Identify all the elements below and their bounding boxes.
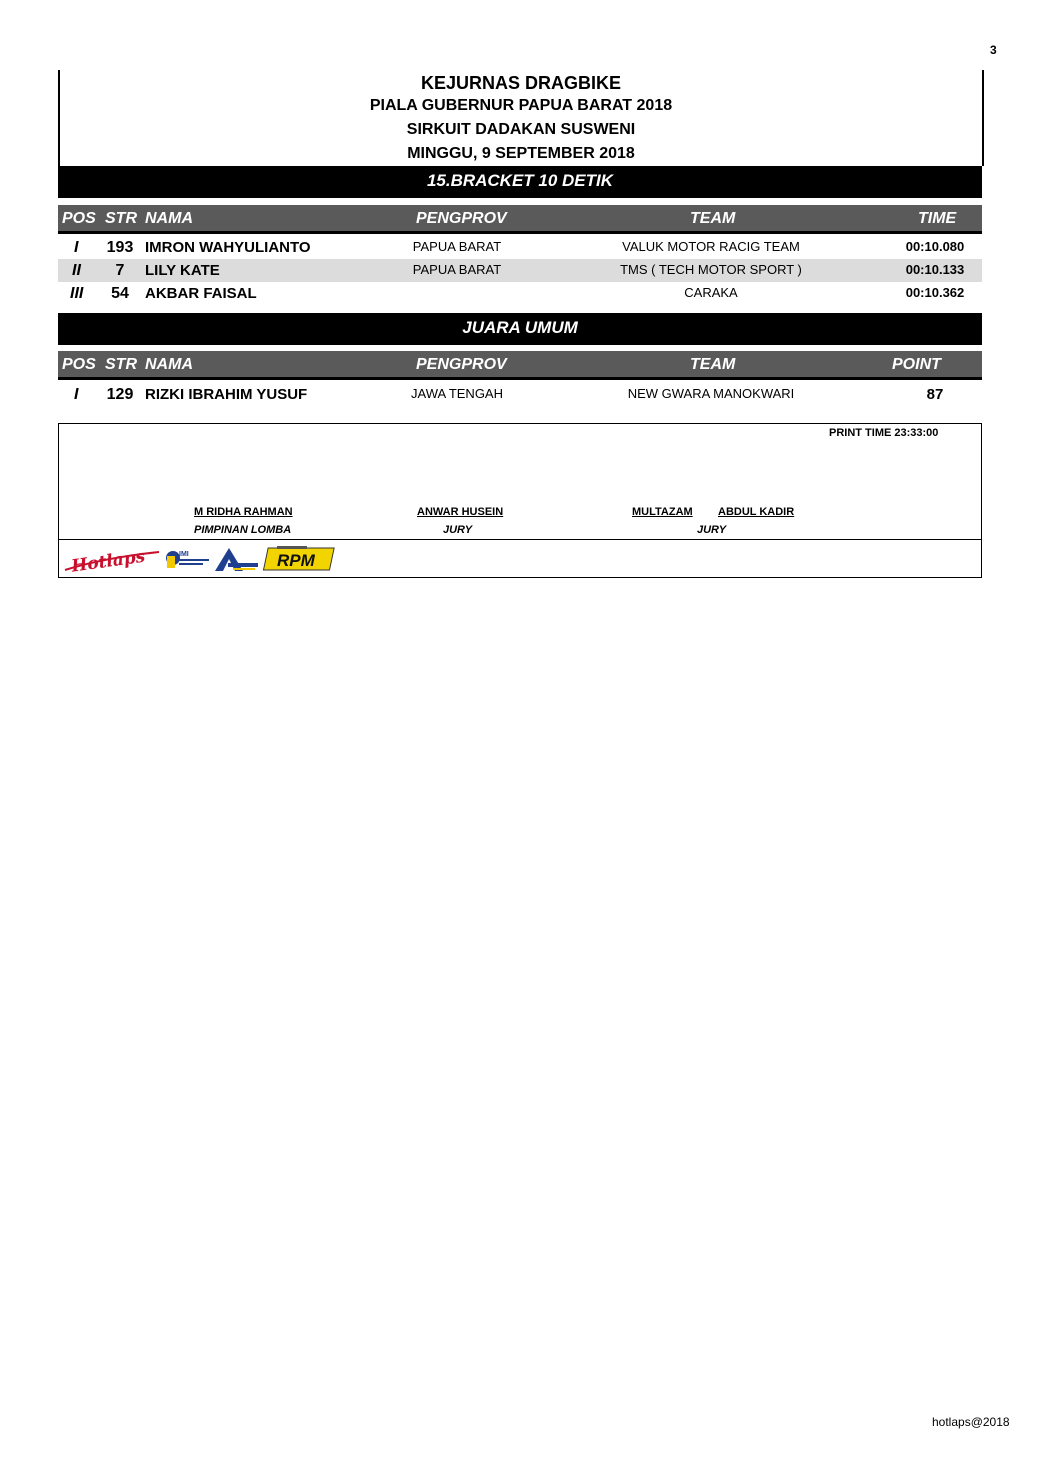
jury1-role: JURY: [443, 524, 473, 536]
a-system-logo: [215, 548, 258, 571]
row-time: 00:10.080: [905, 239, 965, 254]
table-row: [58, 383, 982, 406]
event-title: KEJURNAS DRAGBIKE: [420, 73, 622, 93]
col-pengprov: PENGPROV: [416, 356, 507, 373]
page-number: 3: [990, 43, 997, 57]
juara-umum-band: JUARA UMUM: [58, 313, 982, 345]
row-team: VALUK MOTOR RACIG TEAM: [622, 239, 800, 254]
hotlaps-logo: [65, 547, 159, 574]
table-row: [58, 259, 982, 282]
bracket-title-band: 15.BRACKET 10 DETIK: [58, 166, 982, 198]
col-team: TEAM: [690, 210, 736, 227]
row-pos: I: [74, 386, 79, 403]
col-point: POINT: [892, 356, 941, 373]
col-nama: NAMA: [145, 210, 193, 227]
table-row: [58, 236, 982, 259]
bracket-column-header: [58, 205, 982, 234]
col-team: TEAM: [690, 356, 736, 373]
row-pos: III: [70, 285, 84, 302]
divider: [59, 539, 981, 540]
col-str: STR: [105, 210, 137, 227]
signature-box: [58, 423, 982, 578]
rpm-logo: [263, 546, 334, 570]
jury2-name-a: MULTAZAM: [632, 506, 693, 518]
rpm-logo-text: RPM: [277, 551, 315, 570]
sponsor-logos-graphic: [63, 544, 353, 574]
col-pengprov: PENGPROV: [416, 210, 507, 227]
event-header: [58, 70, 984, 166]
row-str: 54: [111, 285, 129, 302]
event-date: MINGGU, 9 SEPTEMBER 2018: [407, 145, 635, 162]
table-row: [58, 282, 982, 305]
row-nama: RIZKI IBRAHIM YUSUF: [145, 386, 308, 403]
row-point: 87: [926, 386, 944, 403]
row-str: 7: [115, 262, 125, 279]
col-pos: POS: [62, 210, 96, 227]
row-nama: LILY KATE: [145, 262, 220, 279]
jury1-name: ANWAR HUSEIN: [417, 506, 504, 518]
row-str: 193: [106, 239, 134, 256]
footer-credit: hotlaps@2018: [932, 1415, 1010, 1429]
col-nama: NAMA: [145, 356, 193, 373]
row-time: 00:10.133: [905, 262, 965, 277]
print-time: PRINT TIME 23:33:00: [829, 427, 939, 439]
row-str: 129: [106, 386, 134, 403]
col-time: TIME: [918, 210, 957, 227]
row-pengprov: PAPUA BARAT: [412, 239, 502, 254]
pimpinan-name: M RIDHA RAHMAN: [194, 506, 293, 518]
row-team: TMS ( TECH MOTOR SPORT ): [620, 262, 802, 277]
event-venue: SIRKUIT DADAKAN SUSWENI: [406, 121, 636, 138]
row-nama: IMRON WAHYULIANTO: [145, 239, 311, 256]
pimpinan-role: PIMPINAN LOMBA: [194, 524, 292, 536]
row-pos: II: [72, 262, 81, 279]
event-subtitle: PIALA GUBERNUR PAPUA BARAT 2018: [369, 97, 673, 114]
juara-column-header: [58, 351, 982, 380]
col-pos: POS: [62, 356, 96, 373]
row-nama: AKBAR FAISAL: [145, 285, 257, 302]
row-pos: I: [74, 239, 79, 256]
row-pengprov: JAWA TENGAH: [411, 386, 503, 401]
row-time: 00:10.362: [905, 285, 965, 300]
row-team: NEW GWARA MANOKWARI: [627, 386, 795, 401]
col-str: STR: [105, 356, 137, 373]
sponsor-logos: [63, 544, 353, 574]
imi-logo-text: IMI: [179, 551, 189, 558]
row-team: CARAKA: [684, 285, 738, 300]
imi-logo: [166, 551, 209, 568]
jury2-name-b: ABDUL KADIR: [718, 506, 795, 518]
jury2-role: JURY: [697, 524, 727, 536]
hotlaps-logo-text: Hotlaps: [70, 546, 147, 574]
row-pengprov: PAPUA BARAT: [412, 262, 502, 277]
